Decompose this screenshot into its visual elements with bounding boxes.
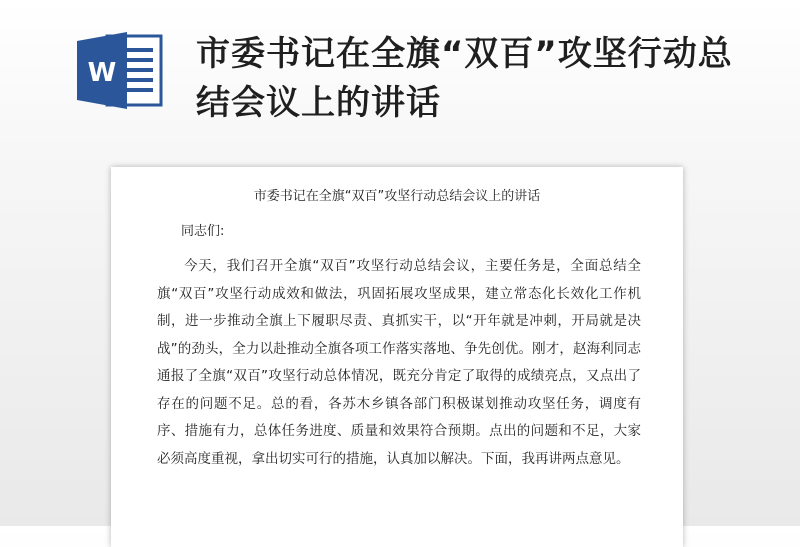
document-paragraph: 今天，我们召开全旗“双百”攻坚行动总结会议，主要任务是，全面总结全旗“双百”攻坚行动成效和做法，巩固拓展攻坚成果，建立常态化长效化工作机制，进一步推动全旗上下履职尽责、真抓实干，以“开年就是冲刺，开局就是决战”的劲头，全力以赴推动全旗各项工作落实落地、争先创优。刚才，赵海利同志通报了全旗“双百”攻坚行动总体情况，既充分肯定了取得的成绩亮点，又点出了存在的问题不足。总的看，各苏木乡镇各部门积极谋划推动攻坚任务，调度有序、措施有力，总体任务进度、质量和效果符合预期。点出的问题和不足，大家必须高度重视，拿出切实可行的措施，认真加以解决。下面，我再讲两点意见。 <box>157 258 641 467</box>
word-document-icon <box>77 32 165 109</box>
document-page <box>111 167 683 547</box>
header-banner <box>0 0 800 140</box>
word-icon-letter: W <box>87 58 117 88</box>
document-greeting: 同志们: <box>181 224 225 239</box>
document-title: 市委书记在全旗“双百”攻坚行动总结会议上的讲话 <box>253 189 541 204</box>
page-title: 市委书记在全旗“双百”攻坚行动总结会议上的讲话 <box>196 34 733 123</box>
